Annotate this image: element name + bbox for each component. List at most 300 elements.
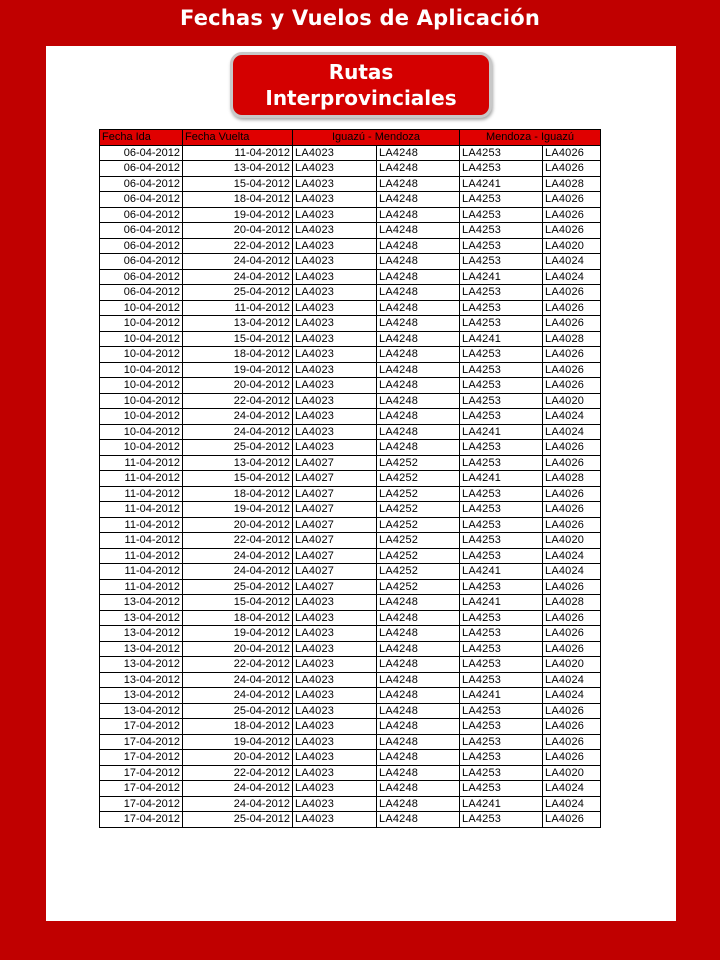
- cell-fecha-ida: 06-04-2012: [100, 207, 183, 223]
- cell-flight-back-1: LA4253: [460, 145, 543, 161]
- table-row: [100, 362, 601, 378]
- cell-flight-back-2: LA4026: [543, 610, 601, 626]
- cell-flight-back-2: LA4026: [543, 734, 601, 750]
- table-row: [100, 378, 601, 394]
- cell-flight-back-2: LA4026: [543, 703, 601, 719]
- cell-fecha-vuelta: 18-04-2012: [183, 486, 293, 502]
- cell-flight-back-2: LA4026: [543, 812, 601, 828]
- cell-flight-back-2: LA4026: [543, 347, 601, 363]
- cell-flight-out-2: LA4248: [377, 703, 460, 719]
- cell-flight-out-1: LA4023: [293, 688, 377, 704]
- cell-fecha-vuelta: 13-04-2012: [183, 455, 293, 471]
- cell-flight-out-1: LA4023: [293, 703, 377, 719]
- cell-flight-back-1: LA4253: [460, 409, 543, 425]
- table-row: [100, 269, 601, 285]
- cell-fecha-ida: 06-04-2012: [100, 223, 183, 239]
- cell-fecha-ida: 10-04-2012: [100, 331, 183, 347]
- table-row: [100, 455, 601, 471]
- cell-fecha-vuelta: 22-04-2012: [183, 533, 293, 549]
- cell-fecha-ida: 10-04-2012: [100, 424, 183, 440]
- table-row: [100, 796, 601, 812]
- cell-fecha-ida: 06-04-2012: [100, 254, 183, 270]
- cell-flight-back-1: LA4253: [460, 285, 543, 301]
- cell-fecha-vuelta: 20-04-2012: [183, 641, 293, 657]
- cell-fecha-ida: 11-04-2012: [100, 455, 183, 471]
- cell-flight-back-1: LA4253: [460, 765, 543, 781]
- table-row: [100, 207, 601, 223]
- cell-flight-out-2: LA4248: [377, 316, 460, 332]
- cell-flight-out-1: LA4027: [293, 564, 377, 580]
- cell-flight-out-2: LA4248: [377, 750, 460, 766]
- cell-flight-out-2: LA4248: [377, 347, 460, 363]
- cell-flight-back-2: LA4028: [543, 595, 601, 611]
- table-row: [100, 440, 601, 456]
- cell-flight-back-2: LA4020: [543, 657, 601, 673]
- cell-flight-out-1: LA4023: [293, 316, 377, 332]
- cell-fecha-vuelta: 13-04-2012: [183, 161, 293, 177]
- badge-line-2: Interprovinciales: [265, 86, 457, 110]
- cell-fecha-ida: 11-04-2012: [100, 579, 183, 595]
- cell-flight-out-2: LA4248: [377, 424, 460, 440]
- cell-flight-back-2: LA4026: [543, 502, 601, 518]
- cell-flight-out-1: LA4023: [293, 378, 377, 394]
- cell-flight-back-1: LA4253: [460, 192, 543, 208]
- cell-flight-out-1: LA4023: [293, 796, 377, 812]
- cell-flight-back-2: LA4026: [543, 161, 601, 177]
- cell-flight-back-2: LA4026: [543, 300, 601, 316]
- cell-flight-back-2: LA4026: [543, 223, 601, 239]
- cell-flight-back-1: LA4253: [460, 548, 543, 564]
- cell-fecha-ida: 10-04-2012: [100, 347, 183, 363]
- cell-fecha-vuelta: 19-04-2012: [183, 207, 293, 223]
- table-row: [100, 192, 601, 208]
- cell-flight-back-1: LA4241: [460, 424, 543, 440]
- cell-flight-out-1: LA4023: [293, 641, 377, 657]
- cell-flight-back-1: LA4241: [460, 688, 543, 704]
- cell-flight-back-2: LA4024: [543, 564, 601, 580]
- cell-fecha-ida: 06-04-2012: [100, 238, 183, 254]
- cell-flight-back-2: LA4026: [543, 378, 601, 394]
- cell-flight-back-2: LA4026: [543, 517, 601, 533]
- cell-flight-back-1: LA4253: [460, 254, 543, 270]
- cell-fecha-ida: 13-04-2012: [100, 610, 183, 626]
- cell-fecha-ida: 06-04-2012: [100, 269, 183, 285]
- cell-flight-back-2: LA4024: [543, 796, 601, 812]
- cell-flight-back-1: LA4241: [460, 471, 543, 487]
- cell-flight-out-2: LA4252: [377, 579, 460, 595]
- routes-badge: [230, 52, 492, 118]
- cell-fecha-vuelta: 25-04-2012: [183, 812, 293, 828]
- cell-fecha-ida: 13-04-2012: [100, 703, 183, 719]
- cell-flight-out-1: LA4027: [293, 548, 377, 564]
- table-row: [100, 564, 601, 580]
- table-row: [100, 331, 601, 347]
- table-row: [100, 688, 601, 704]
- cell-flight-out-2: LA4248: [377, 672, 460, 688]
- cell-fecha-vuelta: 20-04-2012: [183, 750, 293, 766]
- cell-fecha-vuelta: 11-04-2012: [183, 145, 293, 161]
- cell-flight-out-2: LA4248: [377, 362, 460, 378]
- cell-fecha-ida: 13-04-2012: [100, 672, 183, 688]
- cell-flight-back-1: LA4253: [460, 378, 543, 394]
- cell-fecha-ida: 13-04-2012: [100, 657, 183, 673]
- cell-flight-out-2: LA4248: [377, 161, 460, 177]
- cell-fecha-vuelta: 25-04-2012: [183, 579, 293, 595]
- table-row: [100, 176, 601, 192]
- cell-flight-back-2: LA4024: [543, 781, 601, 797]
- cell-flight-back-1: LA4253: [460, 502, 543, 518]
- cell-flight-back-2: LA4026: [543, 626, 601, 642]
- cell-flight-out-1: LA4023: [293, 657, 377, 673]
- cell-fecha-ida: 11-04-2012: [100, 502, 183, 518]
- cell-fecha-vuelta: 24-04-2012: [183, 688, 293, 704]
- cell-flight-out-2: LA4248: [377, 145, 460, 161]
- cell-flight-back-1: LA4253: [460, 455, 543, 471]
- table-row: [100, 145, 601, 161]
- cell-flight-out-1: LA4023: [293, 626, 377, 642]
- table-row: [100, 626, 601, 642]
- cell-fecha-vuelta: 18-04-2012: [183, 192, 293, 208]
- cell-flight-out-1: LA4023: [293, 812, 377, 828]
- cell-flight-out-2: LA4248: [377, 378, 460, 394]
- table-row: [100, 595, 601, 611]
- cell-flight-back-1: LA4253: [460, 734, 543, 750]
- cell-flight-out-2: LA4248: [377, 331, 460, 347]
- cell-fecha-vuelta: 20-04-2012: [183, 223, 293, 239]
- cell-flight-out-2: LA4252: [377, 502, 460, 518]
- cell-flight-back-2: LA4020: [543, 765, 601, 781]
- cell-flight-out-2: LA4248: [377, 393, 460, 409]
- cell-flight-out-1: LA4023: [293, 719, 377, 735]
- cell-flight-back-1: LA4241: [460, 564, 543, 580]
- cell-flight-out-1: LA4023: [293, 750, 377, 766]
- cell-fecha-ida: 06-04-2012: [100, 285, 183, 301]
- table-row: [100, 533, 601, 549]
- cell-fecha-ida: 17-04-2012: [100, 750, 183, 766]
- cell-flight-out-1: LA4023: [293, 347, 377, 363]
- header-mendoza-iguazu: Mendoza - Iguazú: [460, 130, 601, 146]
- cell-flight-back-2: LA4020: [543, 533, 601, 549]
- cell-flight-back-2: LA4026: [543, 316, 601, 332]
- flights-table: [99, 129, 601, 828]
- table-row: [100, 781, 601, 797]
- cell-fecha-ida: 06-04-2012: [100, 192, 183, 208]
- table-row: [100, 300, 601, 316]
- cell-fecha-ida: 17-04-2012: [100, 765, 183, 781]
- cell-flight-out-2: LA4248: [377, 812, 460, 828]
- cell-fecha-vuelta: 24-04-2012: [183, 409, 293, 425]
- cell-flight-out-2: LA4248: [377, 595, 460, 611]
- cell-flight-out-1: LA4023: [293, 610, 377, 626]
- cell-flight-out-2: LA4248: [377, 719, 460, 735]
- cell-flight-out-2: LA4248: [377, 688, 460, 704]
- cell-flight-back-2: LA4026: [543, 207, 601, 223]
- cell-fecha-vuelta: 25-04-2012: [183, 440, 293, 456]
- cell-fecha-vuelta: 24-04-2012: [183, 548, 293, 564]
- cell-flight-back-1: LA4253: [460, 533, 543, 549]
- table-row: [100, 409, 601, 425]
- cell-flight-out-2: LA4248: [377, 192, 460, 208]
- cell-flight-out-1: LA4023: [293, 409, 377, 425]
- cell-flight-out-1: LA4023: [293, 145, 377, 161]
- cell-flight-back-1: LA4241: [460, 595, 543, 611]
- table-row: [100, 254, 601, 270]
- cell-flight-back-1: LA4253: [460, 641, 543, 657]
- cell-flight-back-1: LA4253: [460, 626, 543, 642]
- cell-flight-back-2: LA4026: [543, 641, 601, 657]
- cell-fecha-vuelta: 15-04-2012: [183, 331, 293, 347]
- cell-fecha-vuelta: 25-04-2012: [183, 285, 293, 301]
- cell-fecha-ida: 11-04-2012: [100, 517, 183, 533]
- table-row: [100, 161, 601, 177]
- cell-flight-out-2: LA4252: [377, 517, 460, 533]
- cell-flight-back-2: LA4024: [543, 548, 601, 564]
- cell-flight-out-2: LA4248: [377, 626, 460, 642]
- cell-flight-out-2: LA4248: [377, 223, 460, 239]
- cell-flight-back-2: LA4026: [543, 285, 601, 301]
- cell-flight-out-2: LA4248: [377, 641, 460, 657]
- cell-fecha-ida: 06-04-2012: [100, 176, 183, 192]
- cell-flight-out-1: LA4027: [293, 579, 377, 595]
- cell-flight-back-2: LA4026: [543, 719, 601, 735]
- cell-fecha-ida: 11-04-2012: [100, 533, 183, 549]
- cell-flight-back-2: LA4024: [543, 254, 601, 270]
- cell-fecha-vuelta: 22-04-2012: [183, 238, 293, 254]
- cell-flight-out-2: LA4248: [377, 734, 460, 750]
- cell-fecha-vuelta: 15-04-2012: [183, 471, 293, 487]
- cell-flight-back-1: LA4241: [460, 331, 543, 347]
- cell-fecha-ida: 10-04-2012: [100, 393, 183, 409]
- cell-flight-out-1: LA4027: [293, 486, 377, 502]
- cell-flight-back-1: LA4253: [460, 672, 543, 688]
- table-row: [100, 610, 601, 626]
- cell-fecha-ida: 11-04-2012: [100, 564, 183, 580]
- cell-flight-out-1: LA4023: [293, 238, 377, 254]
- cell-fecha-ida: 13-04-2012: [100, 595, 183, 611]
- cell-flight-out-1: LA4023: [293, 440, 377, 456]
- cell-flight-back-1: LA4241: [460, 176, 543, 192]
- table-row: [100, 316, 601, 332]
- table-row: [100, 719, 601, 735]
- cell-flight-back-1: LA4241: [460, 269, 543, 285]
- cell-flight-out-2: LA4248: [377, 765, 460, 781]
- cell-flight-out-1: LA4023: [293, 223, 377, 239]
- cell-flight-out-1: LA4023: [293, 192, 377, 208]
- page-title: Fechas y Vuelos de Aplicación: [180, 6, 540, 30]
- cell-flight-back-2: LA4026: [543, 440, 601, 456]
- cell-flight-out-2: LA4252: [377, 471, 460, 487]
- cell-flight-out-1: LA4023: [293, 269, 377, 285]
- table-row: [100, 765, 601, 781]
- cell-fecha-ida: 13-04-2012: [100, 641, 183, 657]
- cell-flight-back-1: LA4241: [460, 796, 543, 812]
- cell-flight-out-1: LA4027: [293, 517, 377, 533]
- cell-flight-out-2: LA4252: [377, 533, 460, 549]
- cell-flight-out-1: LA4023: [293, 300, 377, 316]
- cell-flight-back-1: LA4253: [460, 486, 543, 502]
- cell-fecha-ida: 10-04-2012: [100, 362, 183, 378]
- cell-flight-out-1: LA4023: [293, 672, 377, 688]
- table-header-row: [100, 130, 601, 146]
- cell-fecha-vuelta: 19-04-2012: [183, 626, 293, 642]
- cell-fecha-ida: 17-04-2012: [100, 734, 183, 750]
- cell-flight-back-1: LA4253: [460, 719, 543, 735]
- cell-fecha-ida: 10-04-2012: [100, 300, 183, 316]
- cell-flight-out-1: LA4023: [293, 424, 377, 440]
- cell-flight-out-2: LA4252: [377, 564, 460, 580]
- table-row: [100, 502, 601, 518]
- cell-flight-out-1: LA4023: [293, 176, 377, 192]
- cell-flight-out-2: LA4248: [377, 409, 460, 425]
- cell-fecha-vuelta: 20-04-2012: [183, 378, 293, 394]
- table-row: [100, 734, 601, 750]
- cell-flight-back-1: LA4253: [460, 238, 543, 254]
- cell-flight-out-1: LA4027: [293, 533, 377, 549]
- cell-fecha-vuelta: 15-04-2012: [183, 176, 293, 192]
- cell-flight-out-1: LA4023: [293, 254, 377, 270]
- table-row: [100, 703, 601, 719]
- cell-flight-back-1: LA4253: [460, 703, 543, 719]
- cell-fecha-vuelta: 19-04-2012: [183, 734, 293, 750]
- cell-flight-back-2: LA4020: [543, 393, 601, 409]
- table-row: [100, 812, 601, 828]
- cell-flight-out-1: LA4023: [293, 285, 377, 301]
- cell-flight-out-1: LA4027: [293, 455, 377, 471]
- cell-flight-back-1: LA4253: [460, 300, 543, 316]
- cell-flight-back-2: LA4028: [543, 176, 601, 192]
- cell-flight-out-2: LA4248: [377, 254, 460, 270]
- cell-fecha-ida: 11-04-2012: [100, 486, 183, 502]
- cell-flight-back-1: LA4253: [460, 517, 543, 533]
- badge-line-1: Rutas: [328, 60, 394, 84]
- cell-flight-back-1: LA4253: [460, 347, 543, 363]
- cell-fecha-vuelta: 24-04-2012: [183, 269, 293, 285]
- cell-flight-back-1: LA4253: [460, 362, 543, 378]
- cell-flight-back-2: LA4024: [543, 269, 601, 285]
- cell-flight-back-2: LA4024: [543, 424, 601, 440]
- cell-flight-out-1: LA4023: [293, 362, 377, 378]
- cell-fecha-vuelta: 24-04-2012: [183, 564, 293, 580]
- table-row: [100, 424, 601, 440]
- cell-flight-out-2: LA4248: [377, 238, 460, 254]
- cell-fecha-ida: 10-04-2012: [100, 378, 183, 394]
- cell-flight-out-1: LA4023: [293, 734, 377, 750]
- cell-fecha-ida: 17-04-2012: [100, 719, 183, 735]
- cell-flight-back-1: LA4253: [460, 610, 543, 626]
- cell-flight-out-1: LA4027: [293, 471, 377, 487]
- cell-fecha-ida: 10-04-2012: [100, 440, 183, 456]
- cell-fecha-vuelta: 25-04-2012: [183, 703, 293, 719]
- table-row: [100, 486, 601, 502]
- cell-fecha-vuelta: 24-04-2012: [183, 424, 293, 440]
- table-row: [100, 750, 601, 766]
- cell-fecha-ida: 17-04-2012: [100, 796, 183, 812]
- header-fecha-ida: Fecha Ida: [100, 130, 183, 146]
- cell-flight-back-1: LA4253: [460, 316, 543, 332]
- cell-fecha-ida: 06-04-2012: [100, 145, 183, 161]
- cell-fecha-ida: 17-04-2012: [100, 781, 183, 797]
- cell-fecha-vuelta: 24-04-2012: [183, 672, 293, 688]
- table-row: [100, 223, 601, 239]
- table-row: [100, 517, 601, 533]
- cell-flight-out-1: LA4023: [293, 161, 377, 177]
- cell-fecha-vuelta: 19-04-2012: [183, 362, 293, 378]
- cell-fecha-vuelta: 15-04-2012: [183, 595, 293, 611]
- cell-fecha-vuelta: 24-04-2012: [183, 796, 293, 812]
- cell-flight-back-2: LA4026: [543, 579, 601, 595]
- table-body: [100, 145, 601, 827]
- table-row: [100, 347, 601, 363]
- cell-fecha-ida: 10-04-2012: [100, 409, 183, 425]
- cell-fecha-vuelta: 24-04-2012: [183, 781, 293, 797]
- cell-flight-back-2: LA4024: [543, 409, 601, 425]
- cell-flight-back-2: LA4026: [543, 486, 601, 502]
- cell-fecha-vuelta: 22-04-2012: [183, 657, 293, 673]
- cell-flight-back-2: LA4020: [543, 238, 601, 254]
- cell-flight-back-2: LA4026: [543, 750, 601, 766]
- cell-flight-out-1: LA4027: [293, 502, 377, 518]
- cell-flight-out-1: LA4023: [293, 781, 377, 797]
- cell-flight-back-2: LA4028: [543, 331, 601, 347]
- cell-flight-out-1: LA4023: [293, 765, 377, 781]
- cell-flight-out-1: LA4023: [293, 331, 377, 347]
- cell-flight-back-2: LA4026: [543, 362, 601, 378]
- cell-flight-out-2: LA4248: [377, 781, 460, 797]
- cell-fecha-vuelta: 22-04-2012: [183, 765, 293, 781]
- cell-fecha-vuelta: 22-04-2012: [183, 393, 293, 409]
- table-row: [100, 579, 601, 595]
- cell-flight-back-2: LA4026: [543, 145, 601, 161]
- table-row: [100, 393, 601, 409]
- cell-flight-out-2: LA4248: [377, 207, 460, 223]
- cell-flight-out-1: LA4023: [293, 595, 377, 611]
- cell-fecha-ida: 11-04-2012: [100, 548, 183, 564]
- table-row: [100, 285, 601, 301]
- cell-flight-out-2: LA4248: [377, 610, 460, 626]
- cell-flight-back-1: LA4253: [460, 393, 543, 409]
- cell-flight-out-2: LA4248: [377, 657, 460, 673]
- cell-flight-back-2: LA4026: [543, 192, 601, 208]
- cell-fecha-ida: 13-04-2012: [100, 626, 183, 642]
- cell-flight-out-2: LA4248: [377, 285, 460, 301]
- cell-flight-out-2: LA4248: [377, 269, 460, 285]
- table-row: [100, 548, 601, 564]
- header-iguazu-mendoza: Iguazú - Mendoza: [293, 130, 460, 146]
- table-row: [100, 672, 601, 688]
- cell-flight-out-2: LA4252: [377, 548, 460, 564]
- cell-flight-out-2: LA4252: [377, 455, 460, 471]
- cell-fecha-vuelta: 20-04-2012: [183, 517, 293, 533]
- cell-flight-out-2: LA4248: [377, 796, 460, 812]
- cell-flight-out-2: LA4248: [377, 176, 460, 192]
- cell-fecha-ida: 17-04-2012: [100, 812, 183, 828]
- header-fecha-vuelta: Fecha Vuelta: [183, 130, 293, 146]
- cell-flight-back-1: LA4253: [460, 750, 543, 766]
- cell-fecha-vuelta: 11-04-2012: [183, 300, 293, 316]
- cell-flight-out-2: LA4248: [377, 300, 460, 316]
- cell-fecha-vuelta: 18-04-2012: [183, 610, 293, 626]
- cell-flight-back-2: LA4026: [543, 455, 601, 471]
- cell-fecha-ida: 11-04-2012: [100, 471, 183, 487]
- cell-fecha-vuelta: 24-04-2012: [183, 254, 293, 270]
- table-row: [100, 238, 601, 254]
- cell-flight-back-1: LA4253: [460, 440, 543, 456]
- cell-flight-out-1: LA4023: [293, 393, 377, 409]
- cell-flight-out-2: LA4252: [377, 486, 460, 502]
- cell-fecha-vuelta: 13-04-2012: [183, 316, 293, 332]
- cell-flight-back-1: LA4253: [460, 579, 543, 595]
- cell-fecha-vuelta: 18-04-2012: [183, 347, 293, 363]
